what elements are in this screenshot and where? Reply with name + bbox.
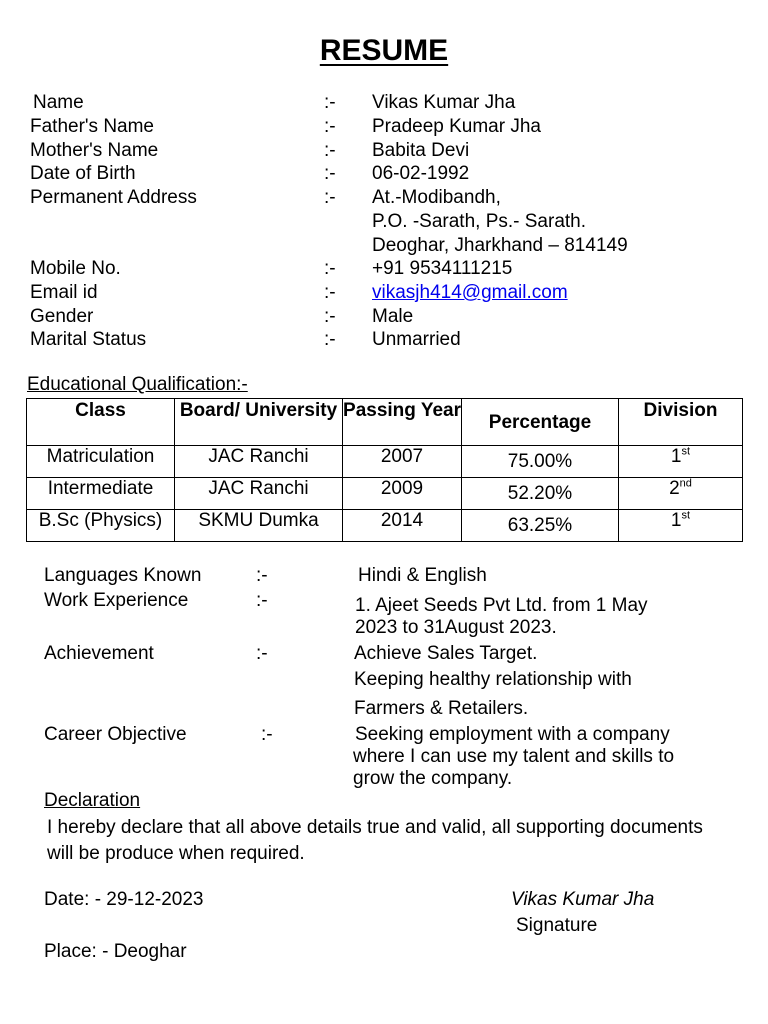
separator: :- bbox=[324, 282, 336, 303]
cell-year: 2007 bbox=[343, 446, 462, 478]
separator: :- bbox=[324, 140, 336, 161]
achievement-line-1: Achieve Sales Target. bbox=[354, 643, 538, 664]
languages-label: Languages Known bbox=[44, 565, 202, 586]
address-label: Permanent Address bbox=[30, 187, 197, 208]
marital-status-label: Marital Status bbox=[30, 329, 147, 350]
education-heading: Educational Qualification:- bbox=[27, 374, 248, 395]
father-name-row bbox=[0, 115, 768, 139]
career-objective-line-1: Seeking employment with a company bbox=[355, 724, 670, 745]
name-row bbox=[0, 91, 768, 115]
date-line: Date: - 29-12-2023 bbox=[44, 889, 204, 910]
separator: :- bbox=[324, 92, 336, 113]
work-experience-line-2: 2023 to 31August 2023. bbox=[355, 617, 557, 638]
address-row-2 bbox=[0, 210, 768, 234]
separator: :- bbox=[324, 116, 336, 137]
dob-label: Date of Birth bbox=[30, 163, 136, 184]
declaration-text: I hereby declare that all above details true and valid, all supporting documents will be produce when required. bbox=[47, 817, 703, 864]
gender-row bbox=[0, 305, 768, 329]
career-objective-line-2: where I can use my talent and skills to bbox=[353, 746, 675, 767]
separator: :- bbox=[324, 329, 336, 350]
name-value: Vikas Kumar Jha bbox=[372, 92, 516, 113]
cell-percentage: 63.25% bbox=[462, 510, 619, 542]
separator: :- bbox=[256, 590, 268, 611]
career-objective-label: Career Objective bbox=[44, 724, 187, 745]
separator: :- bbox=[324, 163, 336, 184]
mother-name-label: Mother's Name bbox=[30, 140, 159, 161]
place-line: Place: - Deoghar bbox=[44, 941, 187, 962]
achievement-line-2: Keeping healthy relationship with bbox=[354, 669, 632, 690]
dob-value: 06-02-1992 bbox=[372, 163, 470, 184]
dob-row bbox=[0, 162, 768, 186]
cell-percentage: 75.00% bbox=[462, 446, 619, 478]
separator: :- bbox=[324, 187, 336, 208]
address-line-3: Deoghar, Jharkhand – 814149 bbox=[372, 235, 628, 256]
mobile-label: Mobile No. bbox=[30, 258, 121, 279]
cell-class: B.Sc (Physics) bbox=[27, 510, 175, 542]
email-row bbox=[0, 281, 768, 305]
cell-class: Intermediate bbox=[27, 478, 175, 510]
address-row-3 bbox=[0, 234, 768, 258]
gender-label: Gender bbox=[30, 306, 94, 327]
col-header-division: Division bbox=[619, 399, 743, 446]
cell-division: 2nd bbox=[619, 478, 743, 510]
table-row bbox=[27, 510, 743, 542]
cell-year: 2014 bbox=[343, 510, 462, 542]
address-line-2: P.O. -Sarath, Ps.- Sarath. bbox=[372, 211, 587, 232]
declaration-heading: Declaration bbox=[44, 790, 141, 811]
col-header-percentage: Percentage bbox=[462, 399, 619, 446]
father-name-value: Pradeep Kumar Jha bbox=[372, 116, 541, 137]
languages-value: Hindi & English bbox=[358, 565, 487, 586]
marital-status-value: Unmarried bbox=[372, 329, 461, 350]
cell-board: SKMU Dumka bbox=[175, 510, 343, 542]
mobile-value: +91 9534111215 bbox=[372, 258, 513, 279]
career-objective-line-3: grow the company. bbox=[353, 768, 513, 789]
achievement-line-3: Farmers & Retailers. bbox=[354, 698, 529, 719]
separator: :- bbox=[324, 306, 336, 327]
cell-year: 2009 bbox=[343, 478, 462, 510]
mother-name-row bbox=[0, 139, 768, 163]
cell-class: Matriculation bbox=[27, 446, 175, 478]
signature-name: Vikas Kumar Jha bbox=[511, 889, 655, 910]
separator: :- bbox=[256, 643, 268, 664]
cell-board: JAC Ranchi bbox=[175, 446, 343, 478]
page-title: RESUME bbox=[319, 34, 449, 67]
address-row bbox=[0, 186, 768, 210]
table-header-row bbox=[27, 399, 743, 446]
table-row bbox=[27, 478, 743, 510]
email-link[interactable]: vikasjh414@gmail.com bbox=[372, 282, 568, 303]
col-header-class: Class bbox=[27, 399, 175, 446]
separator: :- bbox=[324, 258, 336, 279]
signature-label: Signature bbox=[516, 915, 598, 936]
marital-status-row bbox=[0, 328, 768, 352]
col-header-board: Board/ University bbox=[175, 399, 343, 446]
table-row bbox=[27, 446, 743, 478]
name-label: Name bbox=[33, 92, 84, 113]
achievement-label: Achievement bbox=[44, 643, 154, 664]
address-line-1: At.-Modibandh, bbox=[372, 187, 501, 208]
cell-division: 1st bbox=[619, 510, 743, 542]
cell-division: 1st bbox=[619, 446, 743, 478]
education-table bbox=[26, 398, 743, 542]
email-label: Email id bbox=[30, 282, 98, 303]
work-experience-line-1: 1. Ajeet Seeds Pvt Ltd. from 1 May bbox=[355, 595, 648, 616]
father-name-label: Father's Name bbox=[30, 116, 155, 137]
gender-value: Male bbox=[372, 306, 414, 327]
separator: :- bbox=[256, 565, 268, 586]
separator: :- bbox=[261, 724, 273, 745]
cell-percentage: 52.20% bbox=[462, 478, 619, 510]
mother-name-value: Babita Devi bbox=[372, 140, 470, 161]
work-experience-label: Work Experience bbox=[44, 590, 189, 611]
cell-board: JAC Ranchi bbox=[175, 478, 343, 510]
col-header-year: Passing Year bbox=[343, 399, 462, 446]
mobile-row bbox=[0, 257, 768, 281]
